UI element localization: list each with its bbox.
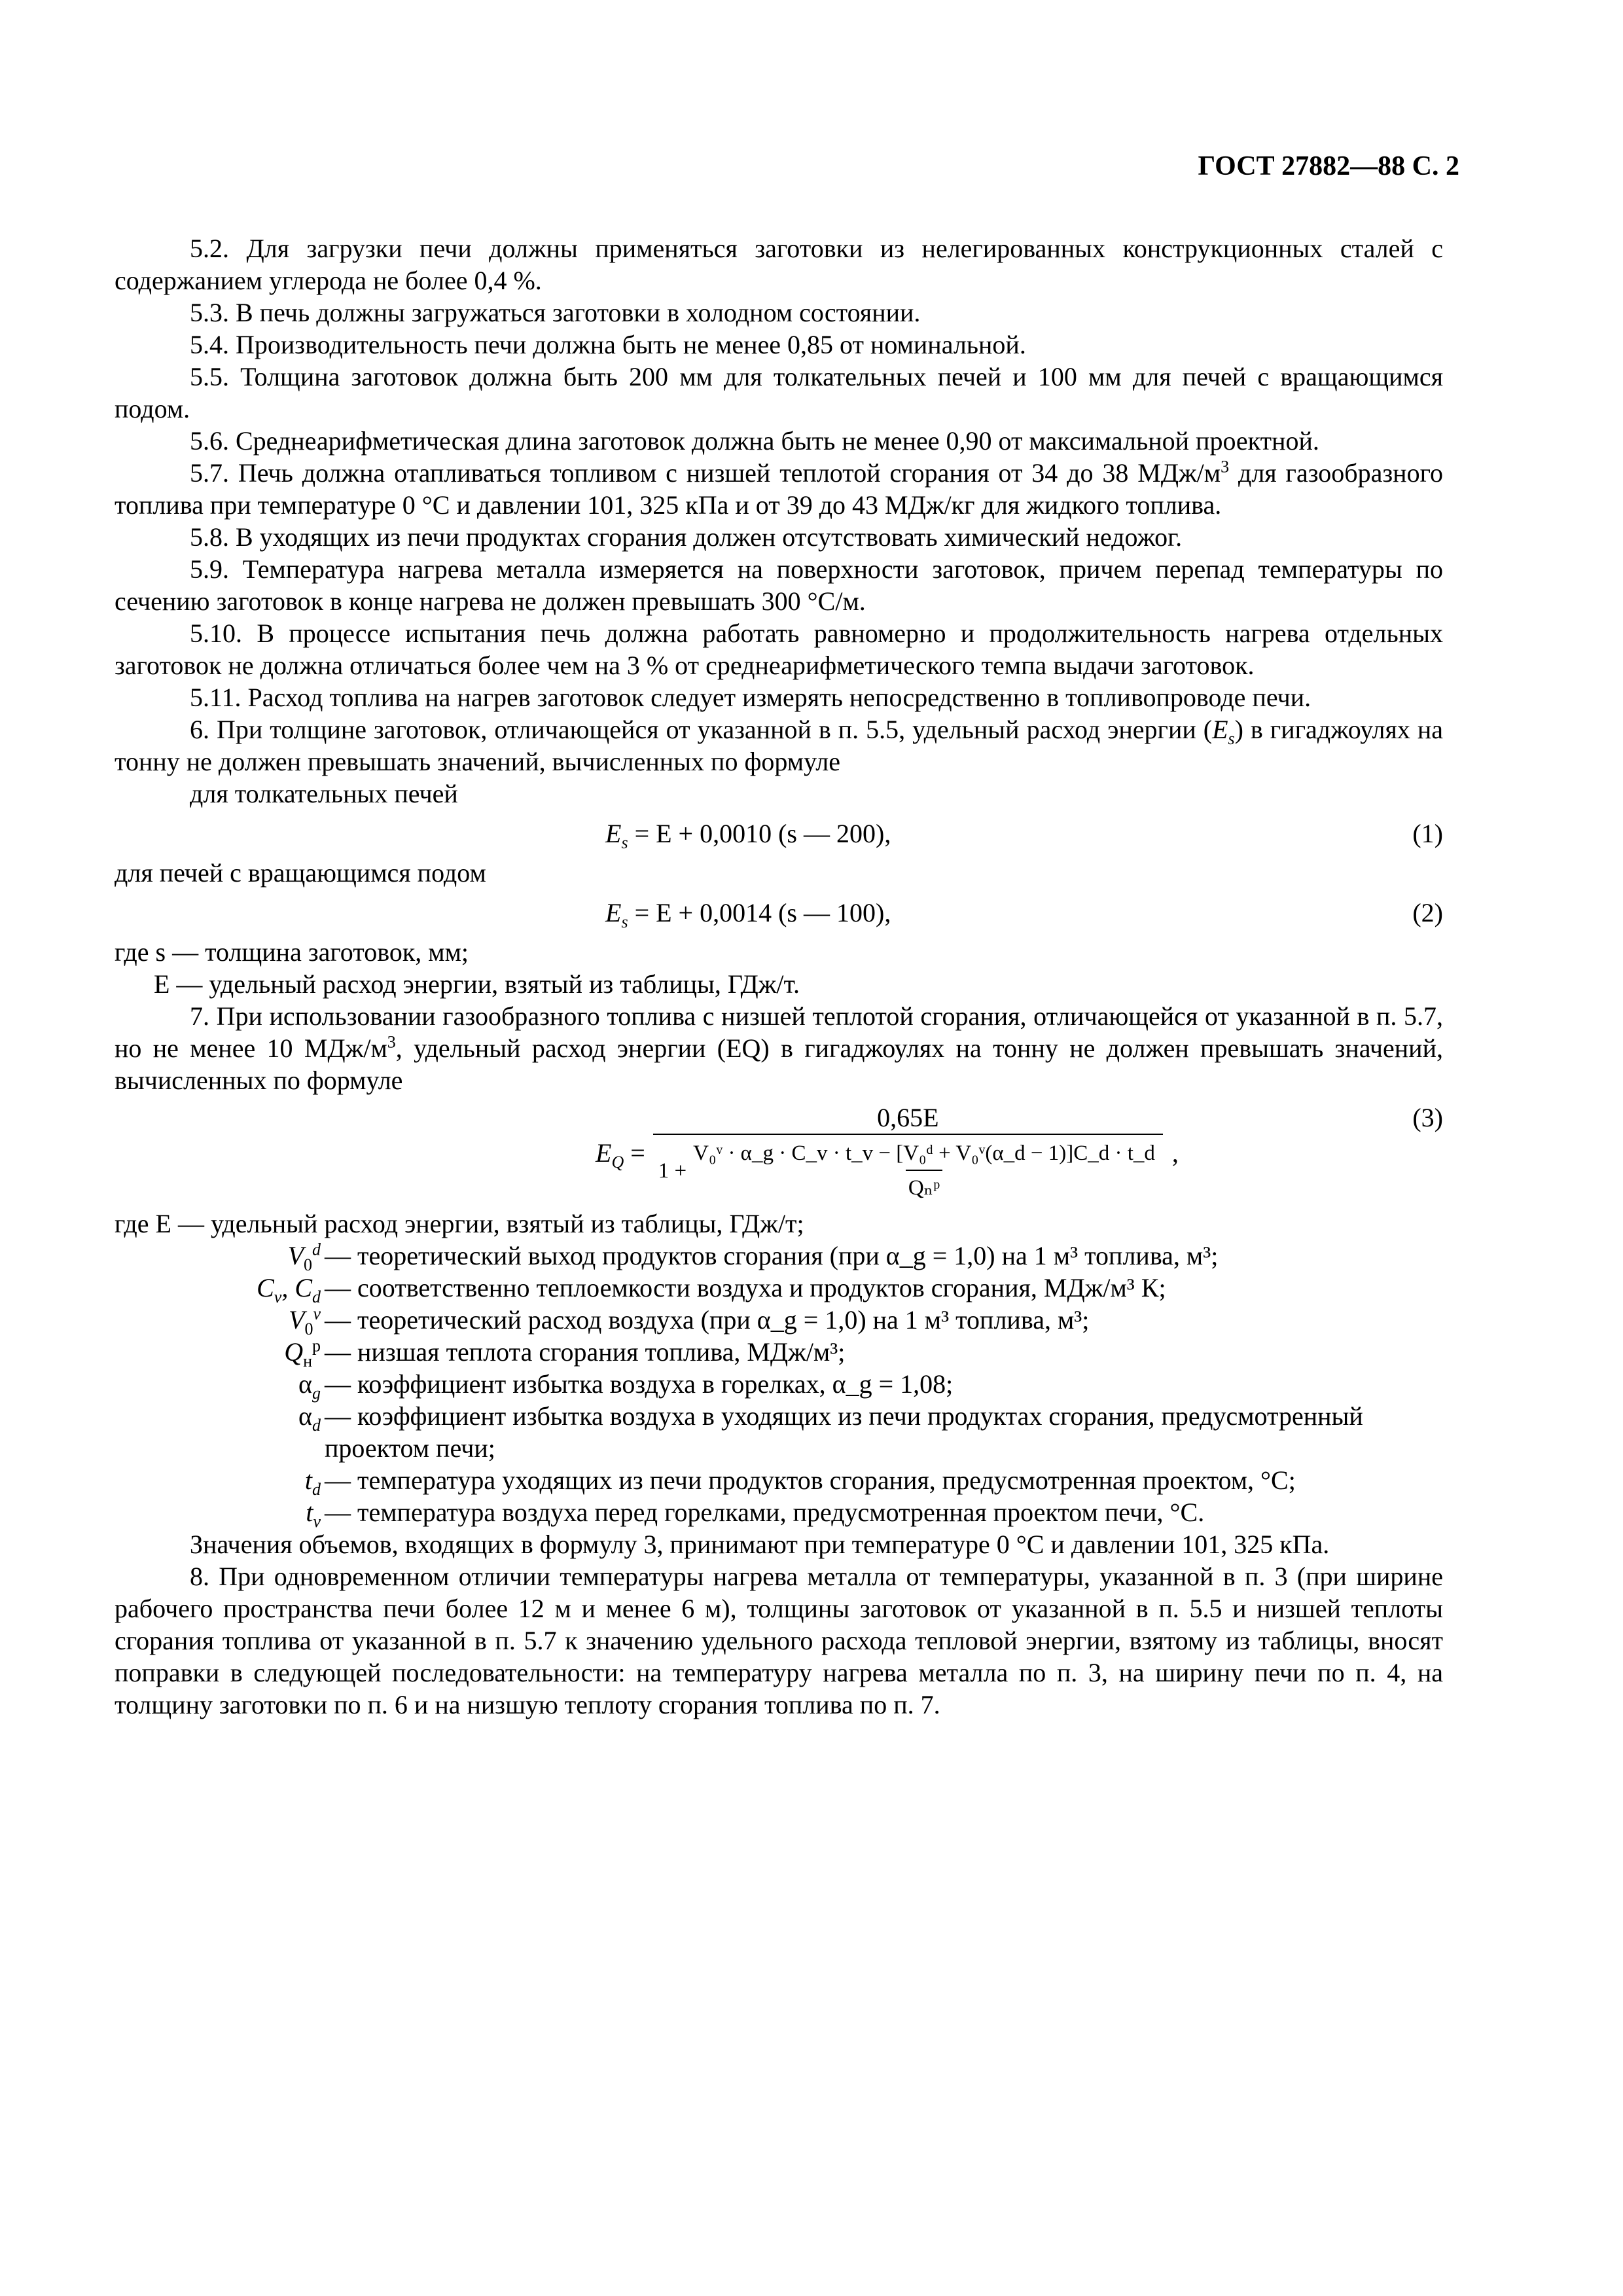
clause-6: 6. При толщине заготовок, отличающейся от указанной в п. 5.5, удельный расход энергии $(E_s)$ в гигаджоулях на тонну не должен превышать значений, вычисленных по формуле: [115, 715, 1443, 776]
def-V0d: $V_0^d$ — теоретический выход продуктов сгорания (при α_g = 1,0) на 1 м³ топлива, м³;: [287, 1240, 1219, 1274]
clause-5-10: 5.10. В процессе испытания печь должна работать равномерно и продолжительность нагрева отдельных заготовок не должна отличаться более чем на 3 % от среднеарифметического темпа выдачи заготовок.: [115, 619, 1443, 680]
clause-5-2: 5.2. Для загрузки печи должны применяться заготовки из нелегированных конструкционных сталей с содержанием углерода не более 0,4 %.: [115, 234, 1443, 295]
clause-5-6: 5.6. Среднеарифметическая длина заготовок должна быть не менее 0,90 от максимальной проектной.: [190, 426, 1319, 456]
def-E: где E — удельный расход энергии, взятый из таблицы, ГДж/т;: [115, 1209, 804, 1238]
def-Cv-Cd: $C_v$, $C_d$ — соответственно теплоемкости воздуха и продуктов сгорания, МДж/м³ К;: [257, 1273, 1166, 1306]
clause-5-9: 5.9. Температура нагрева металла измеряется на поверхности заготовок, причем перепад температуры по сечению заготовок в конце нагрева не должен превышать 300 °С/м.: [115, 554, 1443, 616]
def-alpha-d: $\alpha_d$ — коэффициент избытка воздуха в уходящих из печи продуктах сгорания, предусмотренный проектом печи;: [298, 1401, 1363, 1463]
page-header: ГОСТ 27882—88 С. 2: [1198, 151, 1459, 181]
def-td: $t_d$ — температура уходящих из печи продуктов сгорания, предусмотренная проектом, °С;: [304, 1465, 1296, 1499]
clause-5-5: 5.5. Толщина заготовок должна быть 200 мм для толкательных печей и 100 мм для печей с вращающимся подом.: [115, 362, 1443, 423]
where-s: где s — толщина заготовок, мм;: [115, 937, 469, 967]
formula-3: $E_Q$ = 0,65E 1 + V₀ᵛ · α_g · C_v · t_v − [V₀ᵈ + V₀ᵛ(α_d − 1)]C_d · t_d Qₙᵖ , (3): [115, 1096, 1443, 1208]
clause-5-11: 5.11. Расход топлива на нагрев заготовок следует измерять непосредственно в топливопроводе печи.: [190, 683, 1311, 712]
formula-1: $E_s = E + 0,0010$ (s — 200), (1): [605, 819, 1443, 852]
clause-5-7: 5.7. Печь должна отапливаться топливом с низшей теплотой сгорания от 34 до 38 МДж/$м^3$ для газообразного топлива при температуре 0 °С и давлении 101, 325 кПа и от 39 до 43 МДж/кг для жидкого топлива.: [115, 457, 1443, 520]
clause-8: 8. При одновременном отличии температуры нагрева металла от температуры, указанной в п. 3 (при ширине рабочего пространства печи более 12 м и менее 6 м), толщины заготовок от указанной в п. 5.5 и низшей теплоты сгорания топлива от указанной в п. 5.7 к значению удельного расхода тепловой энергии, взятому из таблицы, вносят поправки в следующей последовательности: на температуру нагрева металла по п. 3, на ширину печи по п. 4, на толщину заготовки по п. 6 и на низшую теплоту сгорания топлива по п. 7.: [115, 1562, 1443, 1719]
clause-6-pusher: для толкательных печей: [190, 779, 458, 808]
def-Q: $Q_н^р$ — низшая теплота сгорания топлива, МДж/м³;: [284, 1336, 846, 1371]
formula-2: $E_s = E + 0,0014$ (s — 100), (2): [605, 898, 1443, 931]
def-V0v: $V_0^v$ — теоретический расход воздуха (при α_g = 1,0) на 1 м³ топлива, м³;: [289, 1304, 1090, 1338]
clause-6-rotary: для печей с вращающимся подом: [115, 858, 486, 888]
clause-5-4: 5.4. Производительность печи должна быть не менее 0,85 от номинальной.: [190, 330, 1026, 359]
clause-7: 7. При использовании газообразного топлива с низшей теплотой сгорания, отличающейся от указанной в п. 5.7, но не менее 10 МДж/$м^3$, удельный расход энергии (EQ) в гигаджоулях на тонну не должен превышать значений, вычисленных по формуле: [115, 1001, 1443, 1095]
def-tv: $t_v$ — температура воздуха перед горелками, предусмотренная проектом печи, °С.: [306, 1498, 1205, 1531]
def-alpha-g: $\alpha_g$ — коэффициент избытка воздуха в горелках, α_g = 1,08;: [298, 1369, 954, 1403]
where-E: E — удельный расход энергии, взятый из таблицы, ГДж/т.: [154, 969, 800, 999]
document-body: [115, 232, 1443, 1721]
clause-5-8: 5.8. В уходящих из печи продуктах сгорания должен отсутствовать химический недожог.: [190, 522, 1183, 552]
clause-5-3: 5.3. В печь должны загружаться заготовки в холодном состоянии.: [190, 298, 921, 327]
volumes-note: Значения объемов, входящих в формулу 3, принимают при температуре 0 °С и давлении 101, 325 кПа.: [190, 1530, 1330, 1559]
